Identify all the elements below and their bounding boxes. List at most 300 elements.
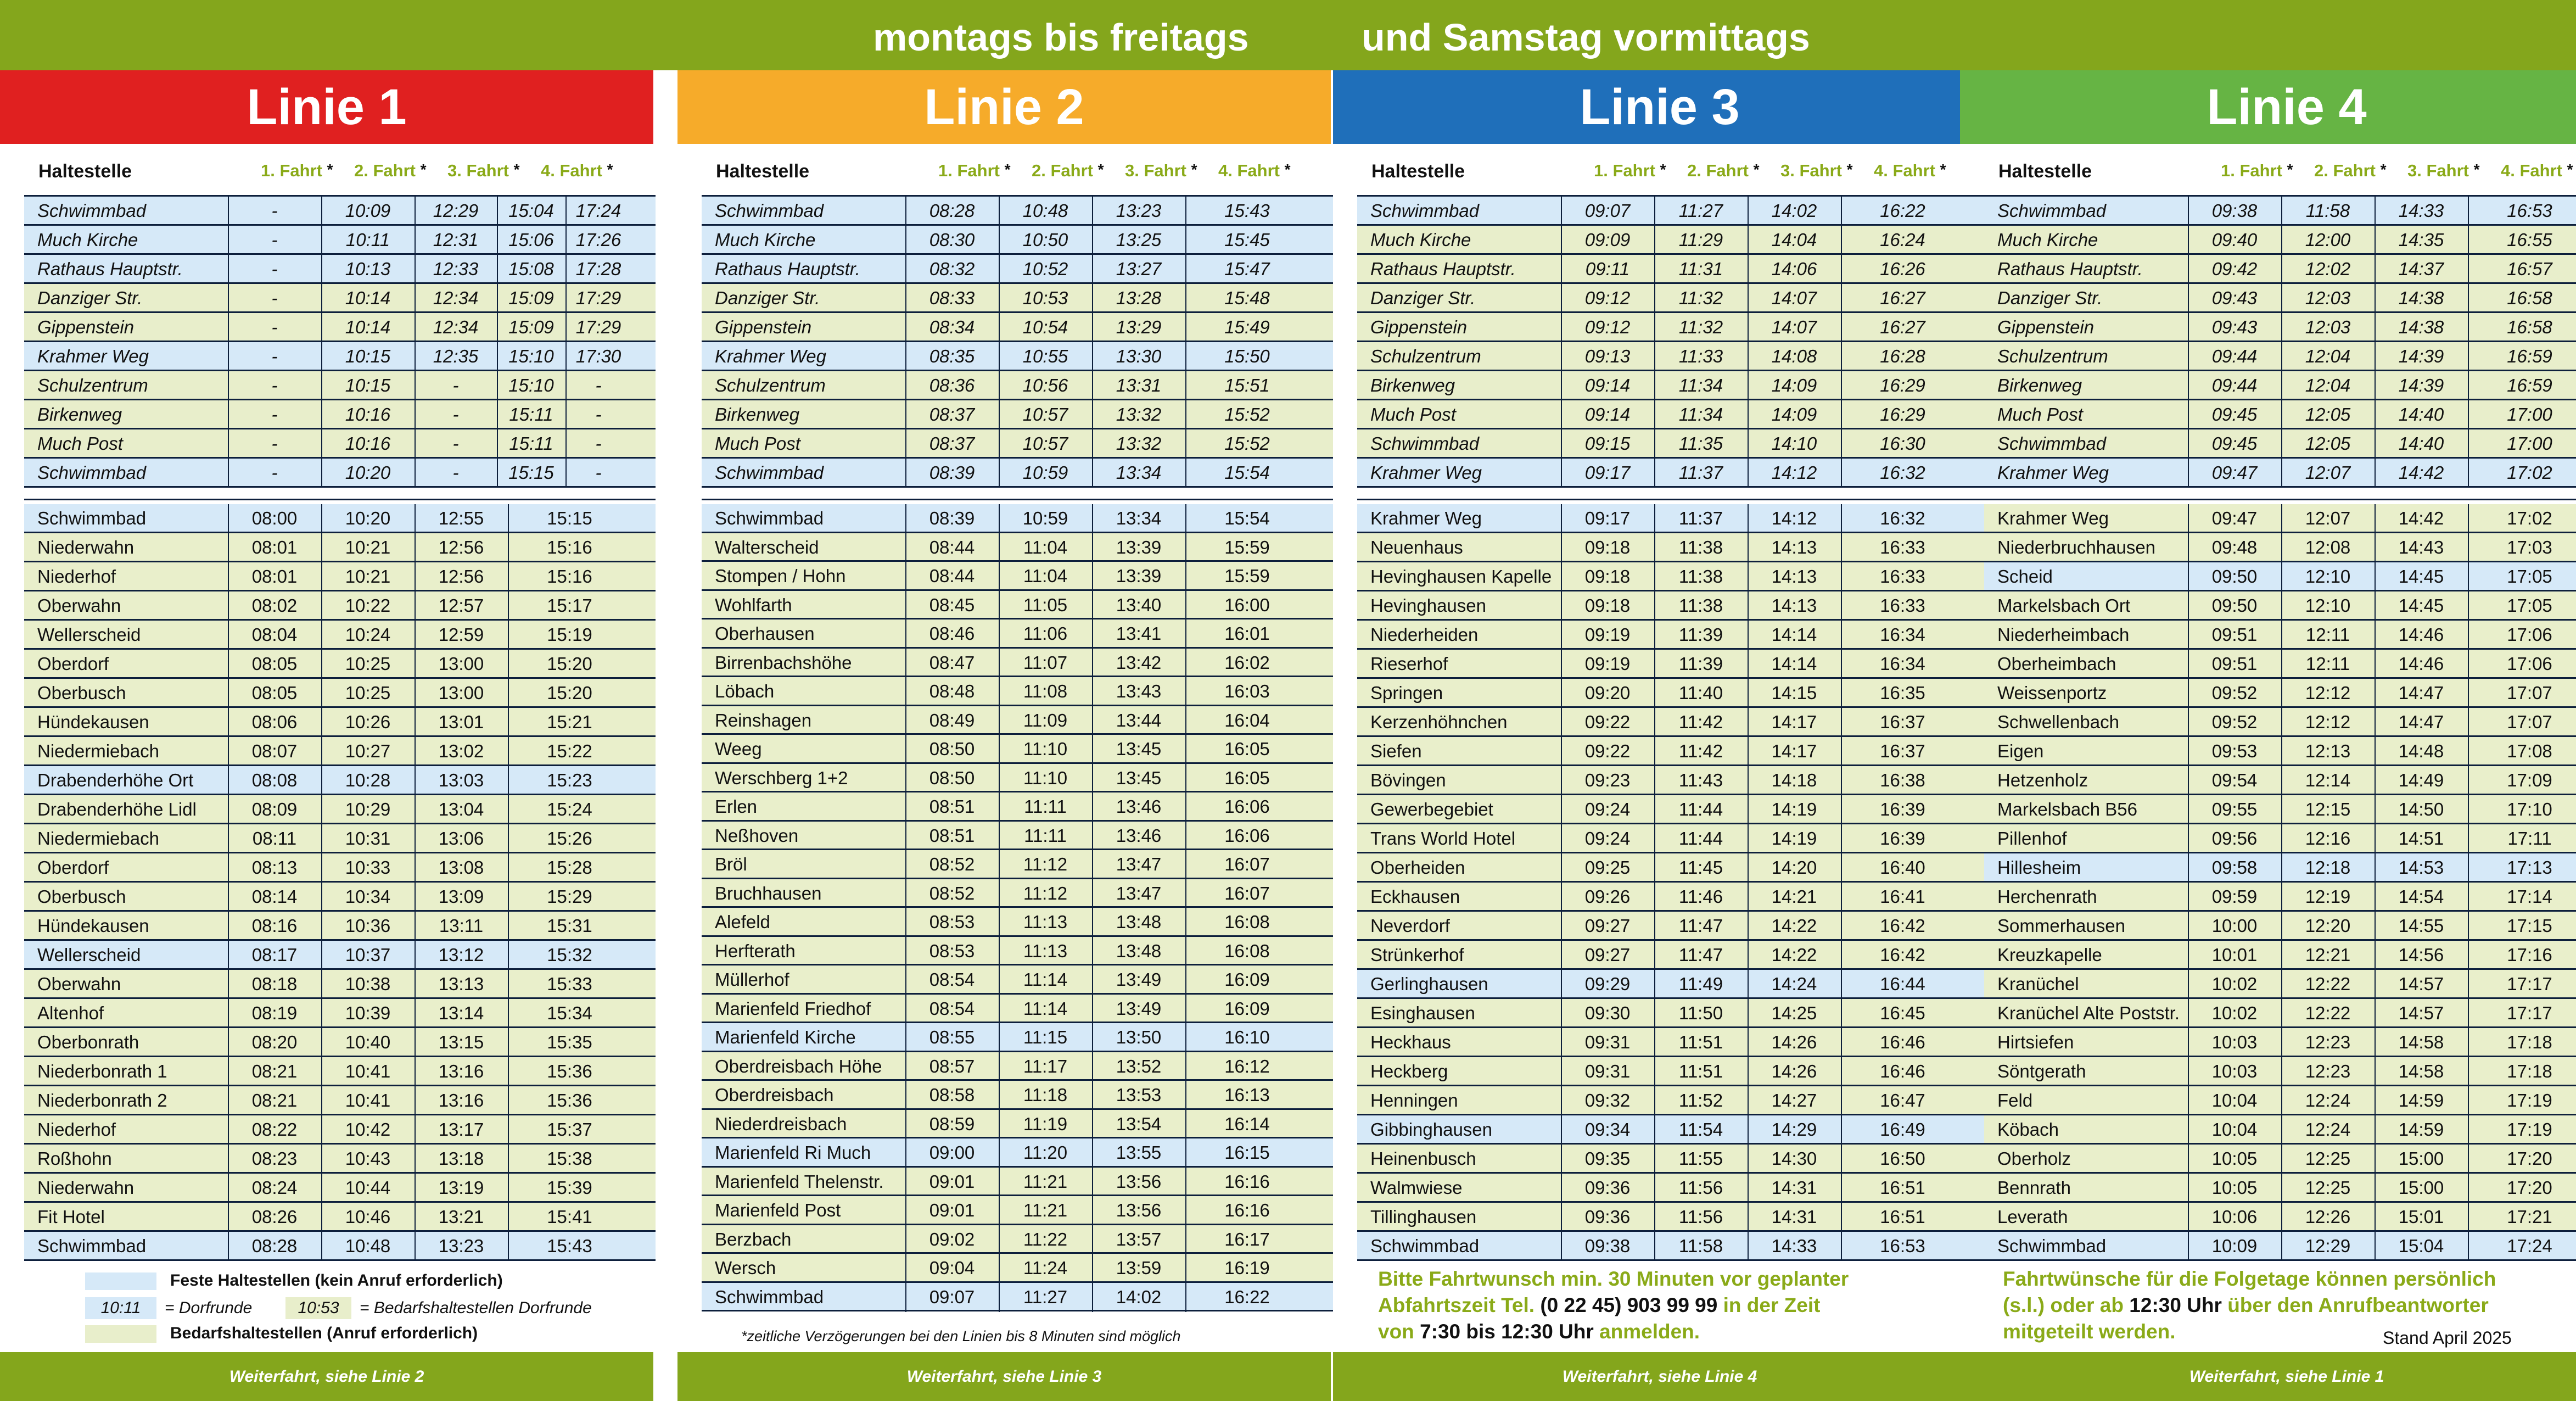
- departure-time: 13:47: [1116, 883, 1162, 903]
- departure-time: -: [595, 462, 602, 483]
- departure-time: 11:10: [1023, 767, 1068, 788]
- departure-time: 15:36: [547, 1090, 592, 1110]
- departure-time: 14:37: [2398, 259, 2444, 279]
- departure-time: 16:34: [1880, 624, 1925, 645]
- table-row: [702, 879, 1333, 908]
- table-row: [1984, 766, 2576, 795]
- departure-time: 15:35: [547, 1032, 592, 1052]
- trip-asterisk: *: [513, 161, 520, 178]
- next-day-note-line2: [2003, 1292, 2574, 1319]
- departure-time: 10:29: [345, 799, 391, 819]
- departure-time: 16:03: [1224, 681, 1270, 701]
- departure-time: 09:02: [929, 1229, 975, 1249]
- departure-time: 15:52: [1224, 433, 1270, 454]
- stop-name: Schwimmbad: [37, 1236, 147, 1256]
- stop-name: Niederheimbach: [1997, 624, 2130, 645]
- departure-time: -: [271, 433, 278, 454]
- departure-time: 16:49: [1880, 1119, 1925, 1140]
- departure-time: 11:38: [1678, 595, 1723, 616]
- departure-time: 15:01: [2398, 1207, 2444, 1227]
- table-row: [1357, 737, 1989, 766]
- departure-time: 16:59: [2507, 346, 2552, 366]
- departure-time: 12:15: [2305, 799, 2351, 819]
- departure-time: 09:11: [1585, 259, 1630, 279]
- table-row: [702, 677, 1333, 706]
- departure-time: 08:59: [929, 1113, 975, 1134]
- stop-name: Danziger Str.: [715, 288, 820, 308]
- departure-time: 16:22: [1224, 1286, 1270, 1307]
- departure-time: 09:47: [2211, 508, 2258, 528]
- stop-name: Weeg: [715, 739, 762, 759]
- departure-time: 09:31: [1584, 1032, 1631, 1052]
- stop-name: Gippenstein: [1370, 317, 1468, 337]
- stop-name: Oberwahn: [37, 595, 121, 616]
- departure-time: 17:14: [2507, 886, 2552, 907]
- trip-label-text: 4. Fahrt: [541, 161, 602, 180]
- table-row: [1984, 504, 2576, 533]
- table-row: [1984, 429, 2576, 459]
- departure-time: 10:39: [345, 1003, 391, 1023]
- departure-time: 17:07: [2507, 712, 2552, 732]
- table-row: [702, 504, 1333, 533]
- stop-name: Niederhof: [37, 566, 116, 587]
- departure-time: 14:25: [1771, 1003, 1817, 1023]
- departure-time: 12:00: [2305, 230, 2351, 250]
- stop-name: Krahmer Weg: [1997, 508, 2109, 528]
- table-row: [24, 255, 656, 284]
- stop-name: Marienfeld Friedhof: [715, 998, 871, 1019]
- stop-name: Hetzenholz: [1997, 770, 2088, 790]
- departure-time: 13:43: [1116, 681, 1162, 701]
- stop-name: Oberdreisbach: [715, 1085, 834, 1105]
- departure-time: 16:07: [1224, 883, 1270, 903]
- table-row: [1984, 737, 2576, 766]
- table-row: [1984, 1232, 2576, 1261]
- departure-time: 16:29: [1880, 375, 1925, 395]
- departure-time: 12:25: [2305, 1148, 2351, 1169]
- table-row: [24, 197, 656, 226]
- departure-time: 08:08: [251, 770, 298, 790]
- stop-name: Neßhoven: [715, 825, 799, 846]
- table-row: [1984, 591, 2576, 621]
- stop-name: Rathaus Hauptstr.: [1997, 259, 2143, 279]
- departure-time: 08:45: [929, 594, 975, 615]
- departure-time: 17:21: [2507, 1207, 2552, 1227]
- departure-time: 10:25: [345, 683, 391, 703]
- departure-time: 10:41: [345, 1061, 391, 1081]
- table-row: [1357, 429, 1989, 459]
- departure-time: 11:11: [1024, 796, 1067, 817]
- departure-time: 12:10: [2305, 595, 2351, 616]
- departure-time: 10:50: [1022, 230, 1068, 250]
- trip-label-text: 3. Fahrt: [1125, 161, 1186, 180]
- stop-name: Gippenstein: [715, 317, 812, 337]
- table-row: [702, 792, 1333, 822]
- departure-time: 10:05: [2211, 1177, 2258, 1198]
- departure-time: 15:59: [1224, 566, 1270, 586]
- stop-name: Köbach: [1997, 1119, 2059, 1140]
- departure-time: 08:01: [251, 566, 298, 587]
- departure-time: -: [595, 375, 602, 395]
- table-row: [702, 591, 1333, 620]
- stop-name: Henningen: [1370, 1090, 1458, 1110]
- stop-name: Schwimmbad: [1370, 1236, 1480, 1256]
- departure-time: 09:13: [1584, 346, 1631, 366]
- stop-name: Much Post: [1370, 404, 1456, 425]
- table-row: [1357, 255, 1989, 284]
- departure-time: 09:12: [1584, 288, 1631, 308]
- departure-time: 09:24: [1584, 828, 1631, 849]
- stop-name: Oberdreisbach Höhe: [715, 1056, 882, 1076]
- departure-time: 11:12: [1023, 854, 1068, 874]
- departure-time: 10:02: [2211, 974, 2258, 994]
- stop-name: Oberheimbach: [1997, 654, 2116, 674]
- stop-name: Schulzentrum: [1370, 346, 1481, 366]
- departure-time: 12:19: [2305, 886, 2351, 907]
- stop-name: Sommerhausen: [1997, 916, 2125, 936]
- departure-time: 11:22: [1023, 1229, 1068, 1249]
- stop-name: Kranüchel: [1997, 974, 2079, 994]
- departure-time: 15:31: [547, 916, 592, 936]
- column-header: [1333, 152, 1986, 190]
- stop-name: Birkenweg: [37, 404, 122, 425]
- departure-time: -: [595, 433, 602, 454]
- departure-time: 17:02: [2507, 508, 2552, 528]
- departure-time: 10:56: [1022, 375, 1068, 395]
- departure-time: 10:38: [345, 974, 391, 994]
- booking-note-text: in der Zeit: [1723, 1294, 1821, 1316]
- departure-time: 08:18: [251, 974, 298, 994]
- departure-time: 09:18: [1584, 537, 1631, 557]
- table-row: [702, 284, 1333, 313]
- departure-time: 13:34: [1116, 462, 1162, 483]
- departure-time: 16:33: [1880, 595, 1925, 616]
- departure-time: 16:17: [1224, 1229, 1270, 1249]
- stop-name: Bröl: [715, 854, 747, 874]
- departure-time: 11:20: [1023, 1142, 1068, 1163]
- departure-time: 14:45: [2398, 595, 2444, 616]
- departure-time: 10:20: [345, 508, 391, 528]
- stop-name: Niederheiden: [1370, 624, 1479, 645]
- stop-name: Bruchhausen: [715, 883, 822, 903]
- booking-note-text: anmelden.: [1599, 1320, 1700, 1343]
- trip-asterisk: *: [2567, 161, 2573, 178]
- departure-time: 13:12: [438, 945, 484, 965]
- departure-time: 14:33: [1771, 1236, 1817, 1256]
- departure-time: 09:54: [2211, 770, 2258, 790]
- booking-note: [1378, 1266, 1993, 1345]
- departure-time: 10:15: [345, 346, 391, 366]
- departure-time: 11:27: [1678, 200, 1723, 221]
- departure-time: 09:12: [1584, 317, 1631, 337]
- departure-time: 08:34: [929, 317, 975, 337]
- table-row: [24, 1115, 656, 1145]
- departure-time: 10:21: [345, 566, 391, 587]
- departure-time: 09:53: [2211, 741, 2258, 761]
- departure-time: 09:45: [2211, 404, 2258, 425]
- stop-name: Kerzenhöhnchen: [1370, 712, 1508, 732]
- departure-time: 13:49: [1116, 998, 1162, 1019]
- line-panel-3: [1333, 70, 1986, 1401]
- table-row: [24, 766, 656, 795]
- stop-name: Springen: [1370, 683, 1443, 703]
- departure-time: 09:23: [1584, 770, 1631, 790]
- departure-time: 13:45: [1116, 739, 1162, 759]
- departure-time: 08:13: [251, 857, 298, 878]
- departure-time: 13:55: [1116, 1142, 1162, 1163]
- table-rule: [702, 499, 1333, 500]
- stop-name: Marienfeld Post: [715, 1200, 841, 1220]
- departure-time: 15:19: [547, 624, 592, 645]
- departure-time: 13:28: [1116, 288, 1162, 308]
- departure-time: 16:33: [1880, 537, 1925, 557]
- departure-time: 11:31: [1678, 259, 1723, 279]
- departure-time: 09:56: [2211, 828, 2258, 849]
- departure-time: 15:15: [508, 462, 554, 483]
- departure-time: 08:11: [252, 828, 297, 849]
- departure-time: 16:02: [1224, 652, 1270, 673]
- departure-time: 08:58: [929, 1085, 975, 1105]
- table-row: [1984, 912, 2576, 941]
- departure-time: 08:28: [929, 200, 975, 221]
- departure-time: 09:52: [2211, 683, 2258, 703]
- departure-time: 13:49: [1116, 969, 1162, 990]
- departure-time: 14:55: [2398, 916, 2444, 936]
- trip-asterisk: *: [1846, 161, 1853, 178]
- departure-time: 17:18: [2507, 1061, 2552, 1081]
- departure-time: 16:08: [1224, 912, 1270, 932]
- trip-column-label: [1874, 161, 1946, 181]
- booking-note-text: Abfahrtszeit Tel.: [1378, 1294, 1535, 1316]
- stop-name: Erlen: [715, 796, 758, 817]
- departure-time: 13:46: [1116, 825, 1162, 846]
- departure-time: 15:10: [508, 346, 554, 366]
- next-day-note-text: (s.l.) oder ab: [2003, 1294, 2124, 1316]
- departure-time: 09:27: [1584, 945, 1631, 965]
- departure-time: 13:01: [438, 712, 484, 732]
- departure-time: 11:51: [1678, 1032, 1723, 1052]
- trip-asterisk: *: [420, 161, 427, 178]
- departure-time: 14:26: [1771, 1032, 1817, 1052]
- departure-time: 08:09: [251, 799, 298, 819]
- departure-time: 15:47: [1224, 259, 1270, 279]
- departure-time: 16:58: [2507, 288, 2552, 308]
- table-row: [1357, 650, 1989, 679]
- stop-name: Reinshagen: [715, 710, 812, 730]
- departure-time: 16:01: [1224, 623, 1270, 644]
- departure-time: 16:59: [2507, 375, 2552, 395]
- departure-time: 08:37: [929, 404, 975, 425]
- next-day-note-line1: Fahrtwünsche für die Folgetage können persönlich: [2003, 1268, 2496, 1290]
- departure-time: 14:51: [2398, 828, 2444, 849]
- stop-name: Walmwiese: [1370, 1177, 1463, 1198]
- table-row: [1984, 853, 2576, 883]
- departure-time: 14:31: [1771, 1177, 1817, 1198]
- departure-time: 11:38: [1678, 566, 1723, 587]
- departure-time: 10:20: [345, 462, 391, 483]
- table-row: [702, 735, 1333, 764]
- table-row: [702, 1138, 1333, 1168]
- departure-time: 16:27: [1880, 288, 1925, 308]
- stop-name: Wohlfarth: [715, 594, 792, 615]
- departure-time: 16:35: [1880, 683, 1925, 703]
- stop-name: Rathaus Hauptstr.: [715, 259, 860, 279]
- departure-time: 15:43: [547, 1236, 592, 1256]
- line-title: Linie 3: [1333, 70, 1986, 144]
- departure-time: 15:16: [547, 566, 592, 587]
- trip-label-text: 3. Fahrt: [2407, 161, 2469, 180]
- stop-name: Much Post: [715, 433, 800, 454]
- departure-time: 15:10: [508, 375, 554, 395]
- departure-time: 10:01: [2211, 945, 2258, 965]
- departure-time: 11:13: [1023, 912, 1068, 932]
- departure-time: 12:34: [433, 317, 479, 337]
- stop-name: Berzbach: [715, 1229, 792, 1249]
- departure-time: 09:44: [2211, 375, 2258, 395]
- departure-time: 14:13: [1771, 537, 1817, 557]
- table-row: [702, 459, 1333, 488]
- departure-time: 09:00: [929, 1142, 975, 1163]
- departure-time: 08:35: [929, 346, 975, 366]
- stop-name: Alefeld: [715, 912, 770, 932]
- departure-time: 13:50: [1116, 1027, 1162, 1047]
- table-row: [702, 1225, 1333, 1254]
- table-row: [1984, 1203, 2576, 1232]
- table-row: [1357, 1145, 1989, 1174]
- departure-time: 11:58: [2305, 200, 2350, 221]
- table-row: [24, 1057, 656, 1086]
- table-row: [1984, 533, 2576, 562]
- departure-time: 16:53: [2507, 200, 2552, 221]
- departure-time: 10:16: [345, 433, 391, 454]
- table-row: [702, 1283, 1333, 1312]
- departure-time: 11:15: [1023, 1027, 1068, 1047]
- departure-time: 15:34: [547, 1003, 592, 1023]
- table-row: [1984, 679, 2576, 708]
- line-title: Linie 1: [0, 70, 653, 144]
- table-row: [24, 1086, 656, 1115]
- table-row: [1984, 342, 2576, 371]
- table-row: [1357, 824, 1989, 853]
- trip-column-label: [938, 161, 1011, 181]
- departure-time: 16:26: [1880, 259, 1925, 279]
- departure-time: 10:53: [1022, 288, 1068, 308]
- departure-time: 12:21: [2305, 945, 2351, 965]
- departure-time: 08:32: [929, 259, 975, 279]
- departure-time: 09:36: [1584, 1207, 1631, 1227]
- departure-time: 10:14: [345, 317, 391, 337]
- departure-time: 15:24: [547, 799, 592, 819]
- table-row: [702, 1254, 1333, 1283]
- departure-time: 11:19: [1023, 1113, 1068, 1134]
- stop-name: Wersch: [715, 1258, 776, 1278]
- stop-name: Krahmer Weg: [1370, 462, 1482, 483]
- stop-name: Gippenstein: [1997, 317, 2095, 337]
- departure-time: 08:36: [929, 375, 975, 395]
- departure-time: 13:45: [1116, 767, 1162, 788]
- departure-time: 17:06: [2507, 624, 2552, 645]
- departure-time: 14:14: [1771, 654, 1817, 674]
- departure-time: 17:05: [2507, 595, 2552, 616]
- departure-time: 09:14: [1584, 404, 1631, 425]
- departure-time: 12:56: [438, 537, 484, 557]
- departure-time: 10:52: [1022, 259, 1068, 279]
- line-panel-2: [677, 70, 1331, 1401]
- table-row: [1357, 912, 1989, 941]
- stop-name: Bövingen: [1370, 770, 1446, 790]
- table-row: [24, 429, 656, 459]
- departure-time: 11:51: [1678, 1061, 1723, 1081]
- example-demand-label: = Bedarfshaltestellen Dorfrunde: [360, 1299, 592, 1317]
- continuation-footer: Weiterfahrt, siehe Linie 2: [0, 1352, 653, 1401]
- table-row: [1357, 226, 1989, 255]
- departure-time: 14:07: [1771, 317, 1817, 337]
- departure-time: 11:56: [1678, 1177, 1723, 1198]
- departure-time: 14:42: [2398, 508, 2444, 528]
- stop-name: Niederwahn: [37, 537, 135, 557]
- departure-time: 11:18: [1023, 1085, 1068, 1105]
- departure-time: 16:08: [1224, 940, 1270, 961]
- departure-time: 17:07: [2507, 683, 2552, 703]
- departure-time: 11:43: [1678, 770, 1723, 790]
- table-row: [1357, 708, 1989, 737]
- departure-time: 11:44: [1678, 828, 1723, 849]
- table-row: [24, 621, 656, 650]
- table-row: [24, 1145, 656, 1174]
- departure-time: 13:41: [1116, 623, 1162, 644]
- departure-time: -: [271, 200, 278, 221]
- departure-time: 10:43: [345, 1148, 391, 1169]
- departure-time: 16:19: [1224, 1258, 1270, 1278]
- stop-name: Herchenrath: [1997, 886, 2097, 907]
- table-row: [702, 1196, 1333, 1225]
- trip-column-label: [447, 161, 520, 181]
- departure-time: 08:00: [251, 508, 298, 528]
- departure-time: 08:53: [929, 940, 975, 961]
- departure-time: 13:04: [438, 799, 484, 819]
- departure-time: 13:34: [1116, 508, 1162, 528]
- departure-time: 12:29: [433, 200, 479, 221]
- departure-time: 09:34: [1584, 1119, 1631, 1140]
- departure-time: 13:48: [1116, 912, 1162, 932]
- departure-time: 14:48: [2398, 741, 2444, 761]
- departure-time: 16:13: [1224, 1085, 1270, 1105]
- table-row: [1357, 1115, 1989, 1145]
- departure-time: 16:39: [1880, 799, 1925, 819]
- departure-time: 11:54: [1678, 1119, 1723, 1140]
- departure-time: 15:26: [547, 828, 592, 849]
- table-row: [24, 912, 656, 941]
- departure-time: 12:04: [2305, 346, 2351, 366]
- trip-label-text: 1. Fahrt: [261, 161, 322, 180]
- departure-time: 08:07: [251, 741, 298, 761]
- departure-time: 13:31: [1116, 375, 1162, 395]
- stop-name: Roßhohn: [37, 1148, 112, 1169]
- departure-time: 10:59: [1022, 508, 1068, 528]
- departure-time: 08:54: [929, 998, 975, 1019]
- stop-name: Markelsbach B56: [1997, 799, 2137, 819]
- stop-name: Herfterath: [715, 940, 796, 961]
- stop-name: Schwimmbad: [1997, 200, 2107, 221]
- departure-time: 08:17: [251, 945, 298, 965]
- departure-time: 17:09: [2507, 770, 2552, 790]
- departure-time: 09:43: [2211, 317, 2258, 337]
- stop-name: Esinghausen: [1370, 1003, 1475, 1023]
- stop-name: Hündekausen: [37, 712, 149, 732]
- stop-name: Niederbonrath 1: [37, 1061, 167, 1081]
- departure-time: 14:42: [2398, 462, 2444, 483]
- departure-time: 10:31: [345, 828, 391, 849]
